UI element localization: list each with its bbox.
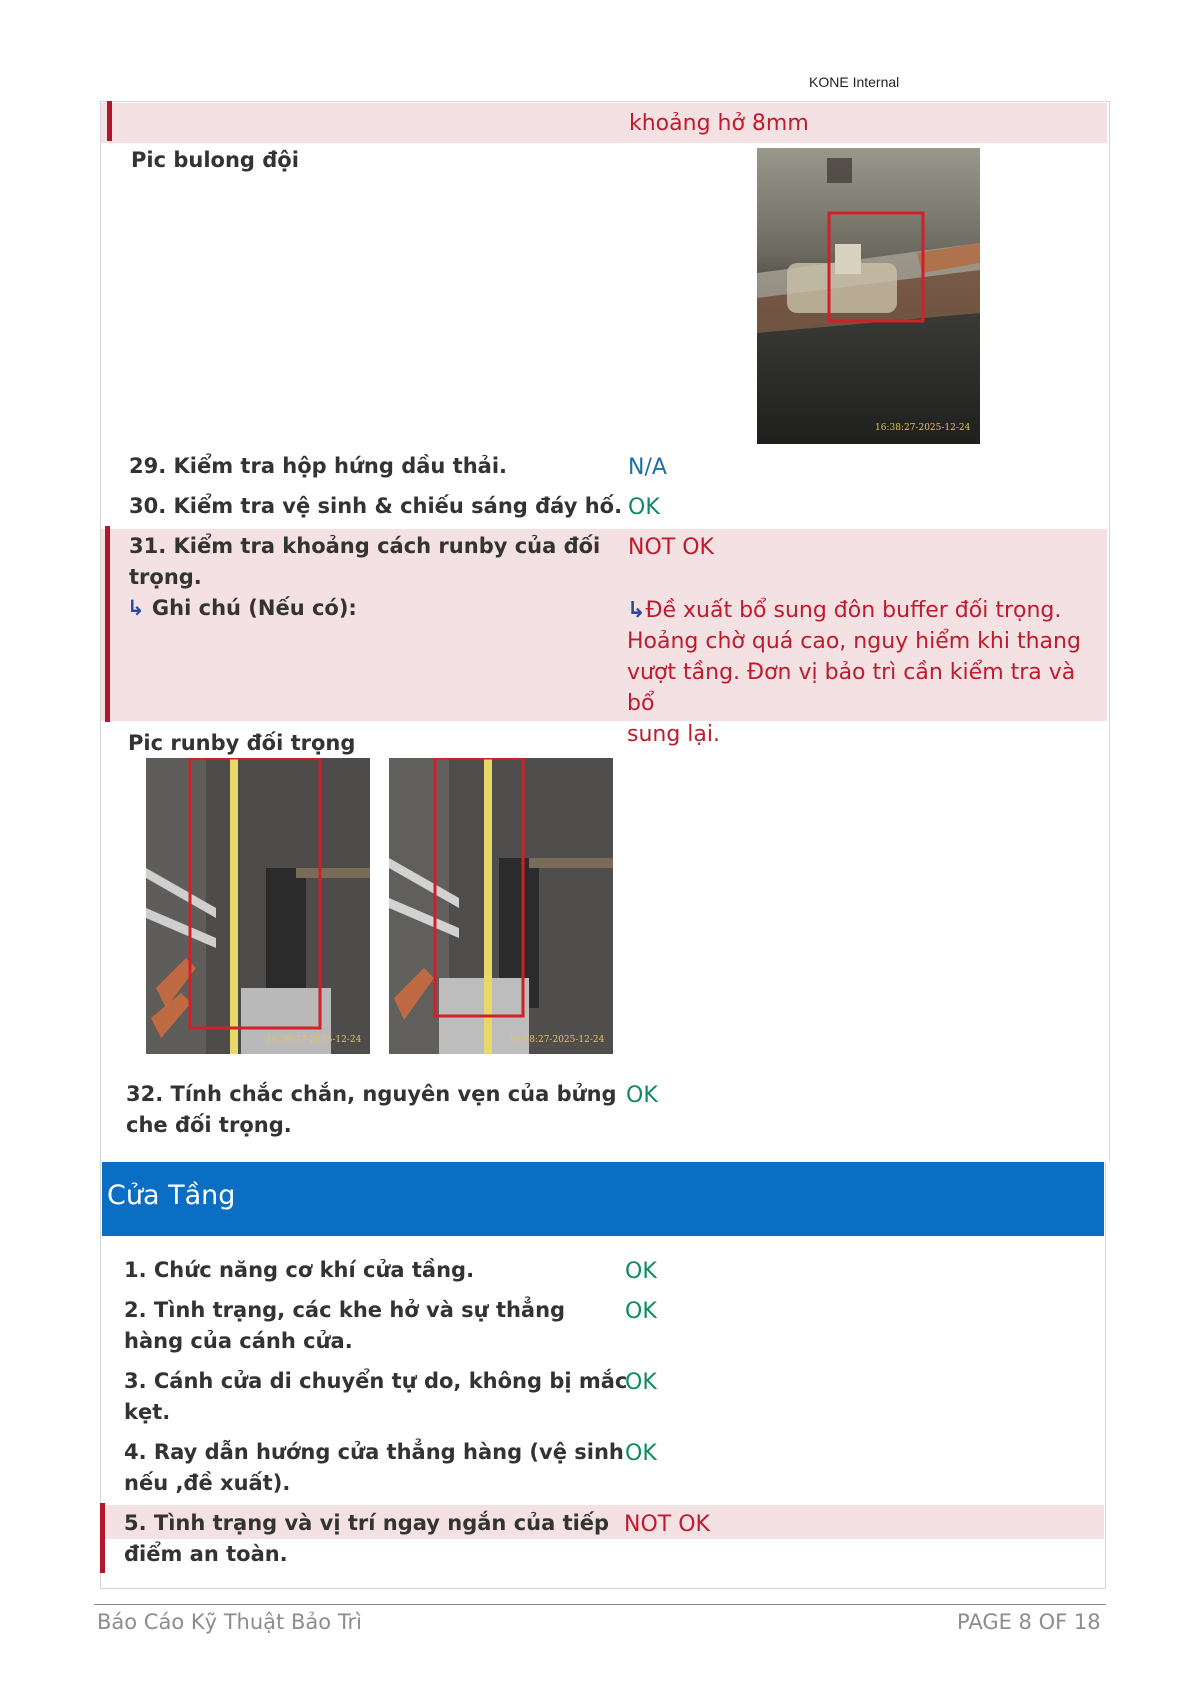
footer-title: Báo Cáo Kỹ Thuật Bảo Trì <box>97 1610 362 1634</box>
door-item-2-label-line2: hàng của cánh cửa. <box>124 1329 353 1353</box>
runby-photo-1-timestamp: 16:38:27-2025-12-24 <box>266 1035 362 1045</box>
gap-note: khoảng hở 8mm <box>629 111 809 136</box>
pic-bolt-label: Pic bulong đội <box>131 148 299 172</box>
runby-photo-2 <box>389 758 613 1054</box>
item-30-status: OK <box>628 495 660 520</box>
page-number: PAGE 8 OF 18 <box>957 1610 1101 1634</box>
door-item-5-label-line2: điểm an toàn. <box>124 1542 288 1566</box>
item-32-status: OK <box>626 1083 658 1108</box>
door-item-5-status: NOT OK <box>624 1512 710 1537</box>
door-item-2-status: OK <box>625 1299 657 1324</box>
return-arrow-icon: ↳ <box>627 598 646 623</box>
door-item-5-label-line1: 5. Tình trạng và vị trí ngay ngắn của tiếp <box>124 1511 610 1535</box>
item-31-status: NOT OK <box>628 535 714 560</box>
bolt-photo-timestamp: 16:38:27-2025-12-24 <box>875 423 971 433</box>
alert-marker <box>107 101 112 141</box>
note-label-text: Ghi chú (Nếu có): <box>151 596 357 620</box>
return-arrow-icon: ↳ <box>127 596 145 620</box>
note-line-3: vượt tầng. Đơn vị bảo trì cần kiểm tra và bổ <box>627 660 1076 716</box>
classification-label: KONE Internal <box>809 74 900 90</box>
door-item-4-label-line1: 4. Ray dẫn hướng cửa thẳng hàng (vệ sinh <box>124 1440 624 1464</box>
bolt-photo <box>757 148 980 444</box>
item-31-note-label <box>127 593 357 624</box>
item-31-alert-marker <box>105 526 110 722</box>
item-31-note <box>627 595 1097 750</box>
section-title: Cửa Tầng <box>107 1180 236 1211</box>
door-item-5-alert-marker <box>100 1503 105 1573</box>
door-item-2-label-line1: 2. Tình trạng, các khe hở và sự thẳng <box>124 1298 566 1322</box>
item-32-label-line2: che đối trọng. <box>126 1113 292 1137</box>
item-30-label: 30. Kiểm tra vệ sinh & chiếu sáng đáy hố. <box>129 494 623 518</box>
item-31-label-line1: 31. Kiểm tra khoảng cách runby của đối <box>129 534 601 558</box>
note-line-2: Hoảng chờ quá cao, nguy hiểm khi thang <box>627 629 1081 654</box>
door-item-4-status: OK <box>625 1441 657 1466</box>
item-29-label: 29. Kiểm tra hộp hứng dầu thải. <box>129 454 508 478</box>
note-line-4: sung lại. <box>627 722 721 747</box>
item-29-status: N/A <box>628 455 667 480</box>
door-item-4-label-line2: nếu ,đề xuất). <box>124 1471 291 1495</box>
top-note-row <box>101 103 1107 143</box>
runby-photo-1 <box>146 758 370 1054</box>
note-line-1: ↳Đề xuất bổ sung đôn buffer đối trọng. <box>627 598 1062 623</box>
door-item-3-status: OK <box>625 1370 657 1395</box>
door-item-3-label-line2: kẹt. <box>124 1400 171 1424</box>
item-32-label-line1: 32. Tính chắc chắn, nguyên vẹn của bửng <box>126 1082 617 1106</box>
item-31-label-line2: trọng. <box>129 565 202 589</box>
footer-divider <box>94 1604 1106 1605</box>
door-item-1-status: OK <box>625 1259 657 1284</box>
door-item-1-label: 1. Chức năng cơ khí cửa tầng. <box>124 1258 475 1282</box>
door-item-3-label-line1: 3. Cánh cửa di chuyển tự do, không bị mắc <box>124 1369 628 1393</box>
runby-photo-2-timestamp: 16:38:27-2025-12-24 <box>509 1035 605 1045</box>
pic-runby-label: Pic runby đối trọng <box>128 731 356 755</box>
